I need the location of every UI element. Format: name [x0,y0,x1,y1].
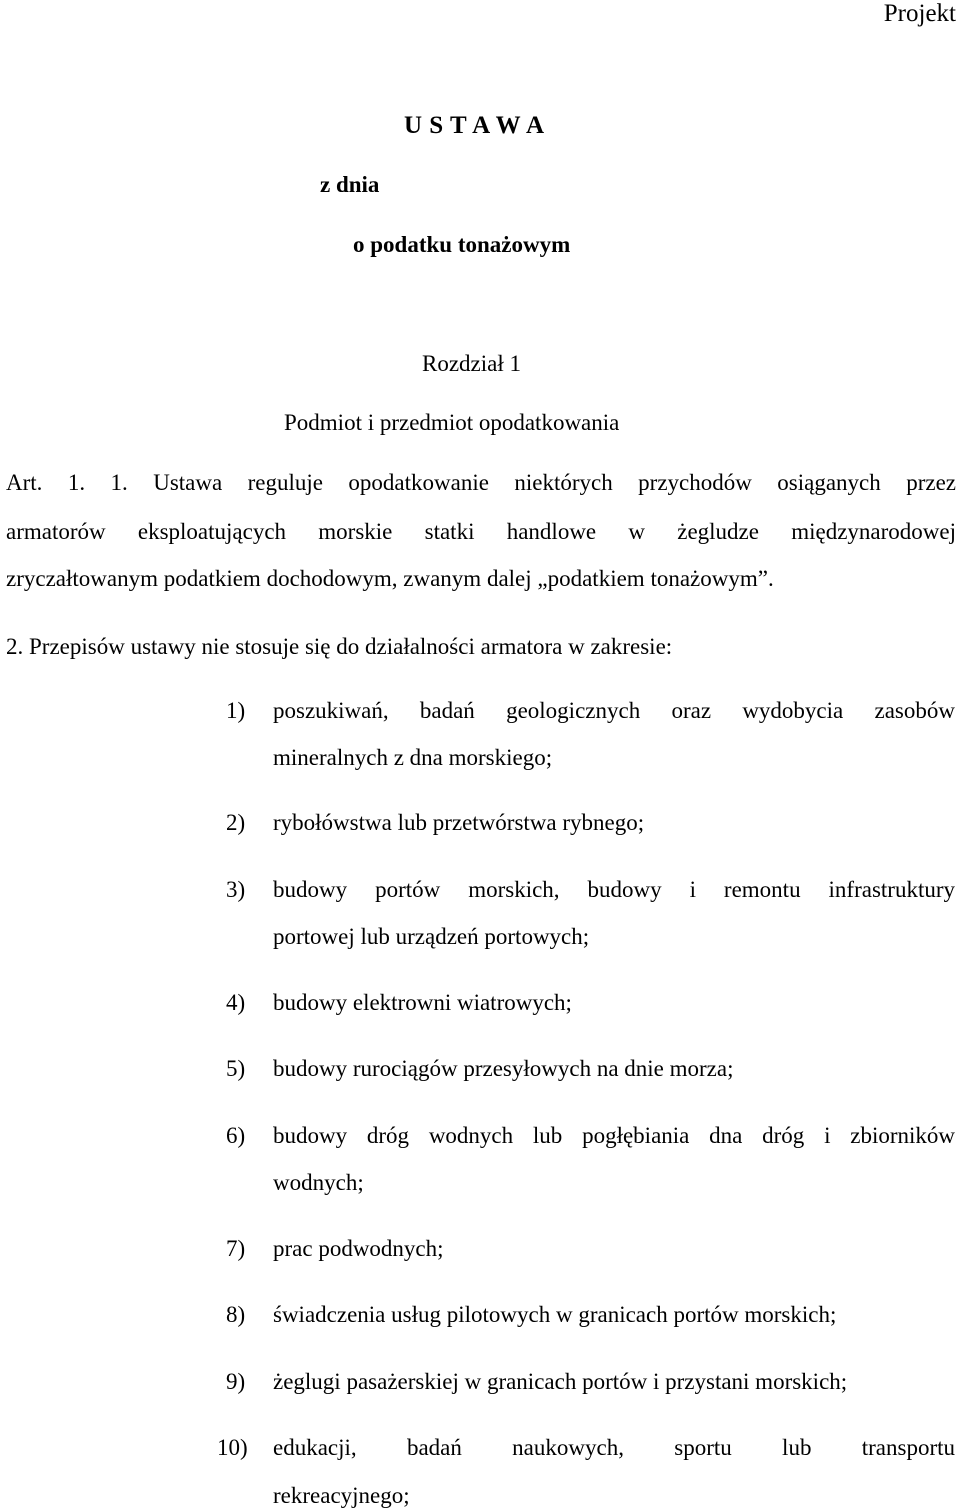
list-item-text: prac podwodnych; [273,1236,444,1261]
article-line-3: zryczałtowanym podatkiem dochodowym, zwanym dalej „podatkiem tonażowym”. [6,566,774,591]
list-item-text: rybołówstwa lub przetwórstwa rybnego; [273,810,645,835]
list-item-text: mineralnych z dna morskiego; [273,745,553,770]
article-line-1: Art. 1. 1. Ustawa reguluje opodatkowanie niektórych przychodów osiąganych przez [6,470,956,495]
list-item-text: żeglugi pasażerskiej w granicach portów i przystani morskich; [273,1369,848,1394]
draft-label: Projekt [883,0,956,27]
list-item-text: edukacji, badań naukowych, sportu lub transportu [273,1435,955,1460]
list-item-text: świadczenia usług pilotowych w granicach portów morskich; [273,1302,837,1327]
paragraph-2: 2. Przepisów ustawy nie stosuje się do działalności armatora w zakresie: [6,634,673,659]
list-item-number: 2) [226,810,246,835]
list-item-text: poszukiwań, badań geologicznych oraz wydobycia zasobów [273,698,955,723]
list-item-text: wodnych; [273,1170,364,1195]
act-date: z dnia [320,172,380,197]
list-item-text: budowy elektrowni wiatrowych; [273,990,572,1015]
list-item-text: rekreacyjnego; [273,1483,410,1508]
list-item-number: 4) [226,990,246,1015]
list-item-number: 10) [217,1435,248,1460]
list-item-number: 1) [226,698,246,723]
act-title: U S T A W A [404,112,545,139]
list-item-text: budowy rurociągów przesyłowych na dnie morza; [273,1056,734,1081]
list-item-text: budowy portów morskich, budowy i remontu infrastruktury [273,877,955,902]
list-item-text: budowy dróg wodnych lub pogłębiania dna dróg i zbiorników [273,1123,955,1148]
list-item-number: 9) [226,1369,246,1394]
act-subject: o podatku tonażowym [353,232,571,257]
list-item-number: 7) [226,1236,246,1261]
article-line-2: armatorów eksploatujących morskie statki handlowe w żegludze międzynarodowej [6,519,956,544]
list-item-number: 5) [226,1056,246,1081]
list-item-number: 6) [226,1123,246,1148]
chapter-number: Rozdział 1 [422,351,521,376]
list-item-text: portowej lub urządzeń portowych; [273,924,590,949]
chapter-name: Podmiot i przedmiot opodatkowania [284,410,620,435]
list-item-number: 8) [226,1302,246,1327]
list-item-number: 3) [226,877,246,902]
